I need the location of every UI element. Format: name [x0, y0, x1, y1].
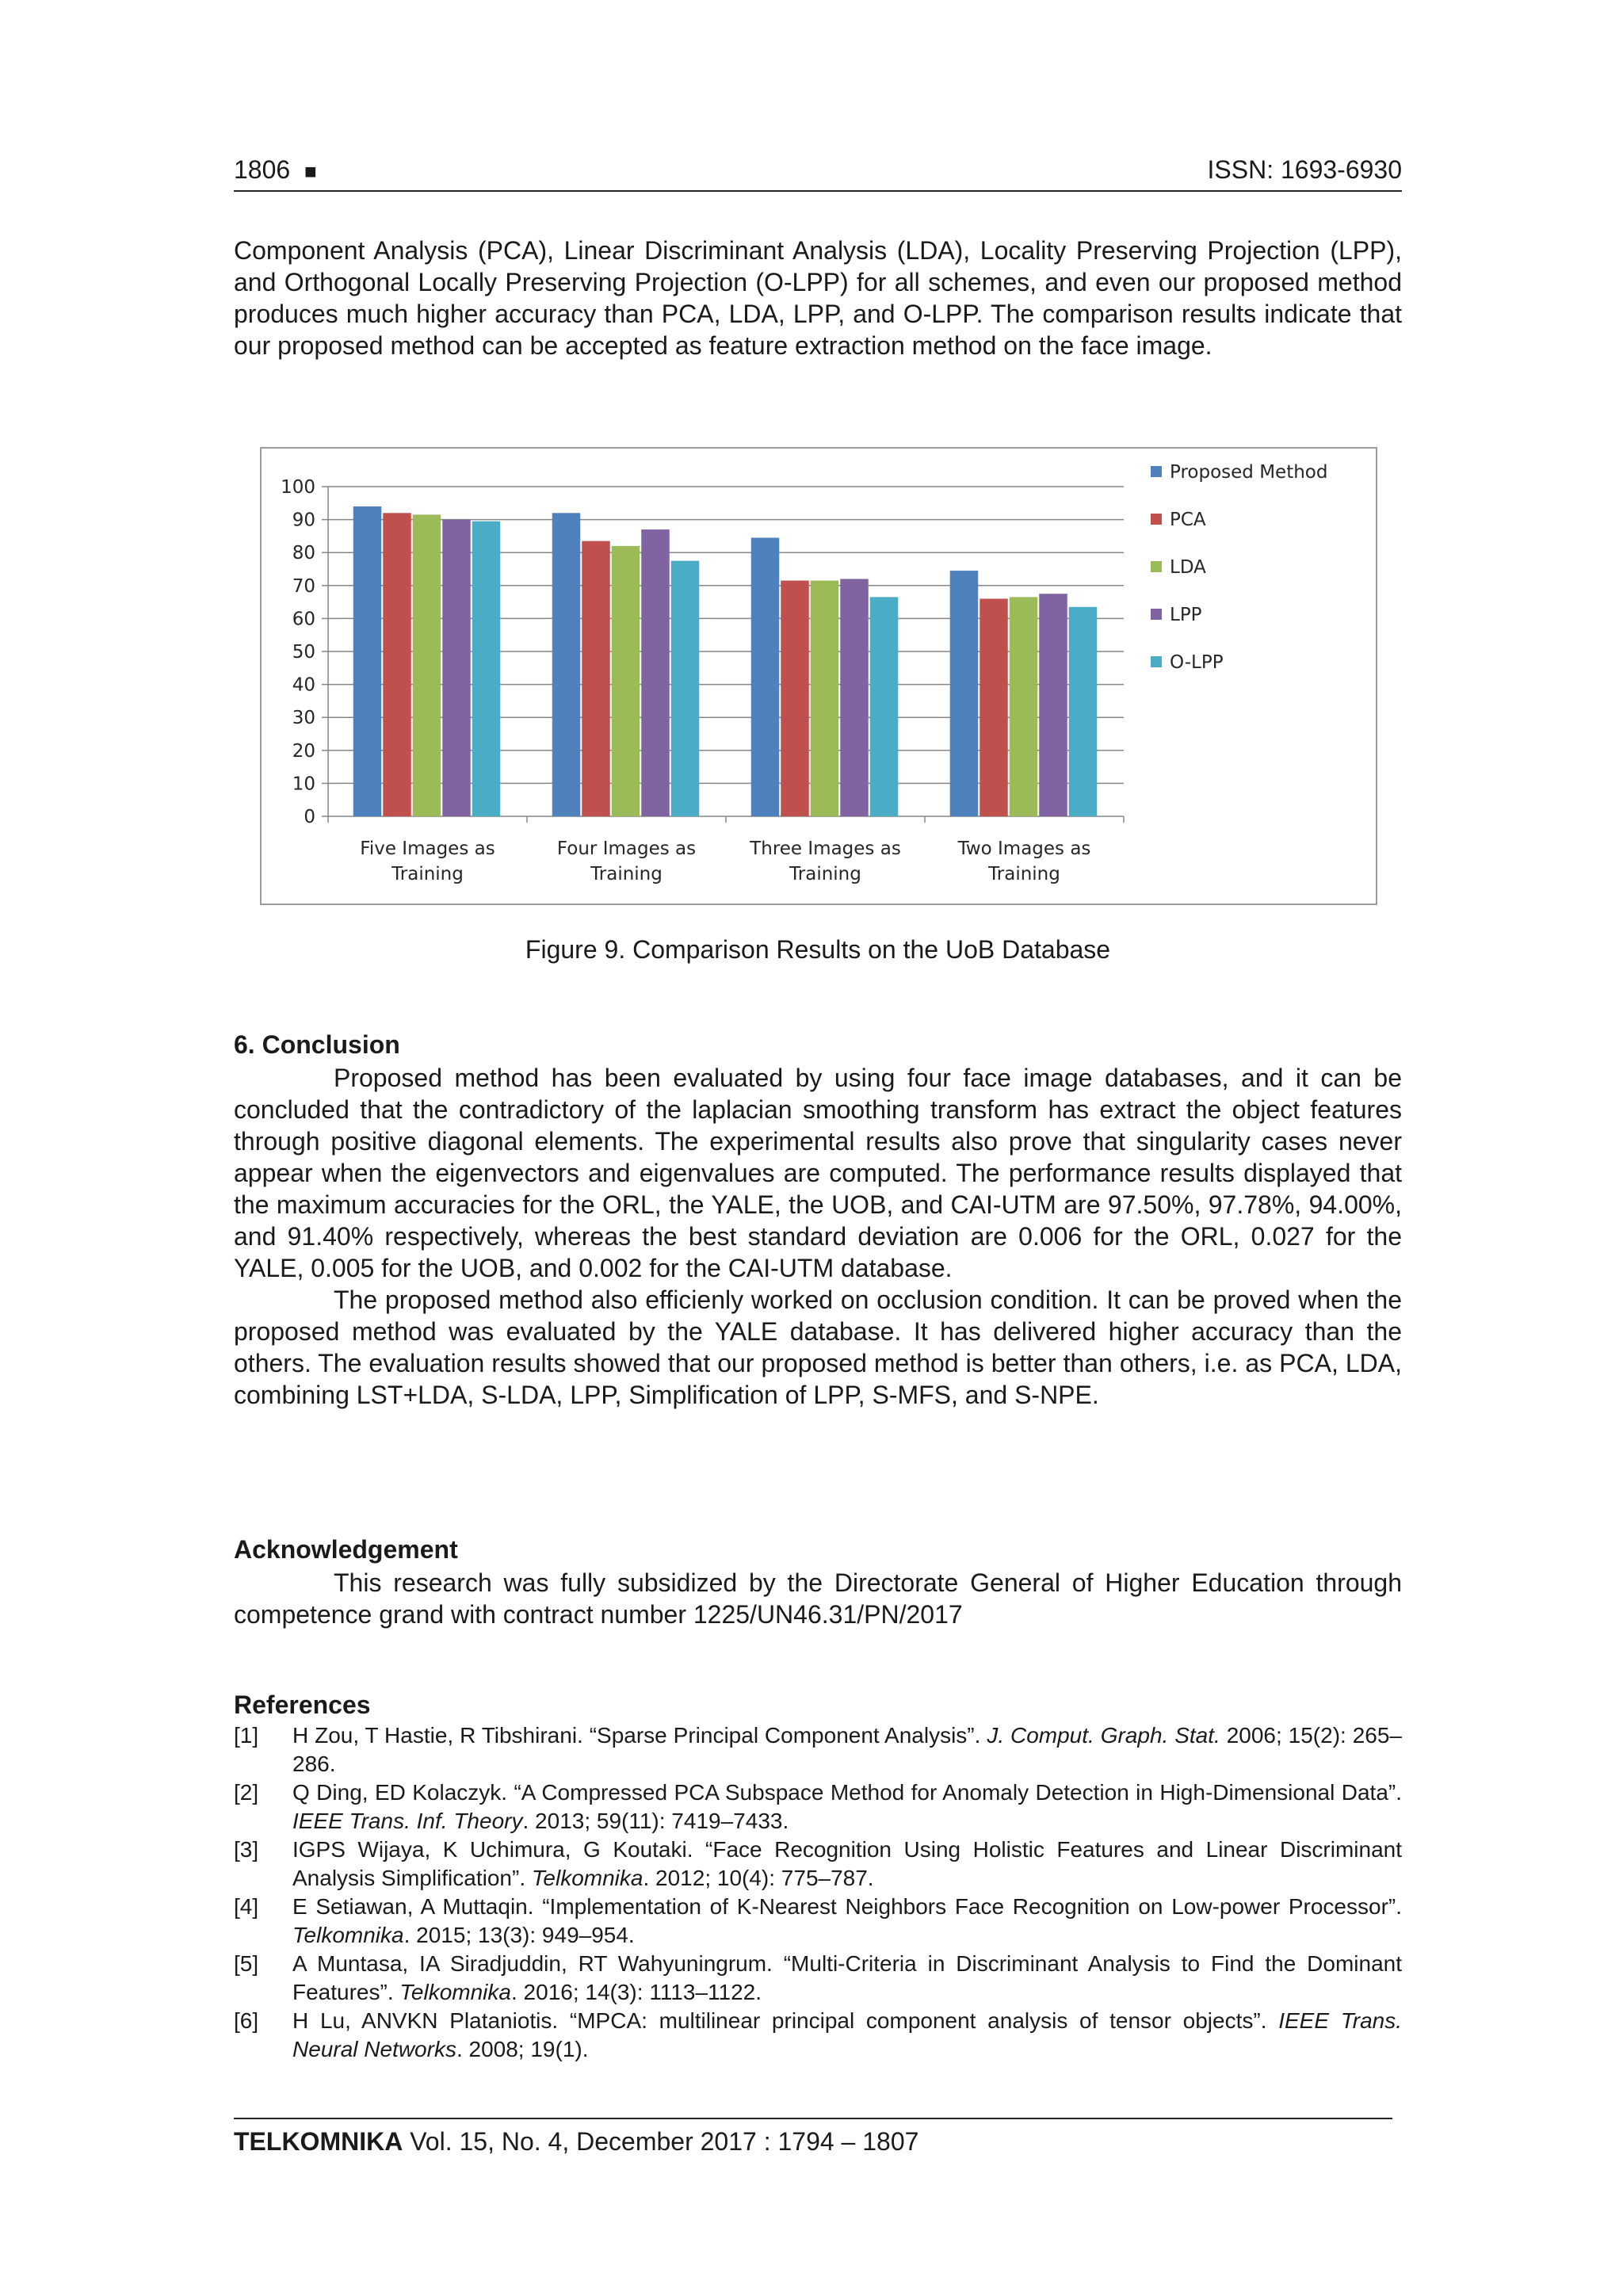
- reference-journal: Telkomnika: [531, 1866, 643, 1890]
- reference-journal: IEEE Trans. Inf. Theory: [292, 1809, 523, 1833]
- legend-swatch: [1151, 466, 1162, 477]
- reference-number: [4]: [234, 1894, 259, 1919]
- header-issn: ISSN: 1693-6930: [1207, 155, 1402, 184]
- reference-list: [234, 1721, 1402, 2064]
- x-category-label: Training: [789, 864, 861, 884]
- y-tick-label: 40: [292, 674, 315, 696]
- reference-item: [234, 2007, 1402, 2064]
- bar-pca: [980, 598, 1008, 816]
- y-tick-label: 10: [292, 774, 315, 795]
- legend-swatch: [1151, 656, 1162, 667]
- reference-text: Q Ding, ED Kolaczyk. “A Compressed PCA Subspace Method for Anomaly Detection in High-Dimensional Data”. IEEE Trans. Inf. Theory. 2013; 59(11): 7419–7433.: [292, 1780, 1402, 1833]
- bar-chart: [262, 449, 1376, 904]
- intro-paragraph: Component Analysis (PCA), Linear Discriminant Analysis (LDA), Locality Preserving Projection (LPP), and Orthogonal Locally Preserving Projection (O-LPP) for all schemes, and even our proposed method produces much higher accuracy than PCA, LDA, LPP, and O-LPP. The comparison results indicate that our proposed method can be accepted as feature extraction method on the face image.: [234, 236, 1402, 360]
- y-tick-label: 20: [292, 740, 315, 762]
- x-category-label: Four Images as: [556, 839, 697, 859]
- conclusion-body: [234, 1062, 1402, 1411]
- bar-lda: [413, 514, 441, 816]
- bar-lda: [612, 546, 640, 816]
- reference-number: [2]: [234, 1780, 259, 1805]
- bar-lda: [811, 581, 839, 816]
- reference-journal: Telkomnika: [399, 1980, 511, 2004]
- y-tick-label: 60: [292, 609, 315, 630]
- bar-o-lpp: [671, 561, 700, 816]
- running-footer: [234, 2118, 1392, 2157]
- bar-lda: [1010, 597, 1038, 816]
- bar-lpp: [1039, 594, 1067, 816]
- x-category-label: Training: [988, 864, 1060, 884]
- legend-label: LPP: [1170, 605, 1202, 625]
- y-tick-label: 100: [281, 477, 315, 498]
- bar-pca: [383, 513, 411, 816]
- reference-text: A Muntasa, IA Siradjuddin, RT Wahyuningrum. “Multi-Criteria in Discriminant Analysis to Find the Dominant Features”. Telkomnika. 2016; 14(3): 1113–1122.: [292, 1951, 1402, 2004]
- x-category-label: Training: [391, 864, 464, 884]
- y-tick-label: 70: [292, 575, 315, 597]
- conclusion-paragraph-2: The proposed method also efficienly worked on occlusion condition. It can be proved when the proposed method was evaluated by the YALE database. It has delivered higher accuracy than the others. The evaluation results showed that our proposed method is better than others, i.e. as PCA, LDA, combining LST+LDA, S-LDA, LPP, Simplification of LPP, S-MFS, and S-NPE.: [234, 1286, 1402, 1409]
- legend-label: LDA: [1170, 557, 1206, 578]
- reference-text: H Lu, ANVKN Plataniotis. “MPCA: multilinear principal component analysis of tensor objects”. IEEE Trans. Neural Networks. 2008; 19(1).: [292, 2008, 1402, 2061]
- reference-journal: J. Comput. Graph. Stat.: [987, 1723, 1220, 1748]
- reference-item: [234, 1778, 1402, 1836]
- bar-o-lpp: [472, 521, 501, 816]
- y-tick-label: 80: [292, 543, 315, 564]
- conclusion-paragraph-1: Proposed method has been evaluated by using four face image databases, and it can be concluded that the contradictory of the laplacian smoothing transform has extract the object features through positive diagonal elements. The experimental results also prove that singularity cases never appear when the eigenvectors and eigenvalues are computed. The performance results displayed that the maximum accuracies for the ORL, the YALE, the UOB, and CAI-UTM are 97.50%, 97.78%, 94.00%, and 91.40% respectively, whereas the best standard deviation are 0.006 for the ORL, 0.027 for the YALE, 0.005 for the UOB, and 0.002 for the CAI-UTM database.: [234, 1064, 1402, 1282]
- figure-caption: Figure 9. Comparison Results on the UoB Database: [525, 935, 1111, 964]
- bar-lpp: [641, 529, 670, 816]
- legend-swatch: [1151, 609, 1162, 620]
- figure-9-chart: [260, 447, 1377, 905]
- bar-o-lpp: [1069, 607, 1098, 816]
- reference-number: [3]: [234, 1837, 259, 1862]
- reference-number: [5]: [234, 1951, 259, 1976]
- reference-text: IGPS Wijaya, K Uchimura, G Koutaki. “Face Recognition Using Holistic Features and Linear Discriminant Analysis Simplification”. Telkomnika. 2012; 10(4): 775–787.: [292, 1837, 1402, 1890]
- conclusion-heading: 6. Conclusion: [234, 1030, 400, 1059]
- reference-number: [6]: [234, 2008, 259, 2033]
- acknowledgement-text: This research was fully subsidized by the Directorate General of Higher Education through competence grand with contract number 1225/UN46.31/PN/2017: [234, 1568, 1402, 1629]
- reference-journal: IEEE Trans. Neural Networks: [292, 2008, 1402, 2061]
- y-tick-label: 90: [292, 510, 315, 531]
- y-tick-label: 0: [304, 807, 315, 827]
- x-category-label: Five Images as: [360, 839, 495, 859]
- reference-number: [1]: [234, 1723, 259, 1748]
- bar-proposed-method: [950, 571, 979, 816]
- reference-item: [234, 1721, 1402, 1778]
- x-category-label: Two Images as: [957, 839, 1091, 859]
- y-tick-label: 50: [292, 642, 315, 663]
- legend-swatch: [1151, 514, 1162, 525]
- bar-proposed-method: [751, 537, 780, 816]
- bar-proposed-method: [552, 513, 581, 816]
- legend-label: Proposed Method: [1170, 462, 1328, 483]
- references-heading: References: [234, 1690, 371, 1719]
- footer-journal: TELKOMNIKA: [234, 2127, 403, 2156]
- x-category-label: Three Images as: [750, 839, 901, 859]
- reference-item: [234, 1836, 1402, 1893]
- acknowledgement-heading: Acknowledgement: [234, 1535, 458, 1564]
- x-category-label: Training: [590, 864, 663, 884]
- bar-lpp: [840, 579, 869, 816]
- bar-proposed-method: [353, 506, 382, 816]
- acknowledgement-body: [234, 1567, 1402, 1630]
- reference-text: E Setiawan, A Muttaqin. “Implementation of K-Nearest Neighbors Face Recognition on Low-power Processor”. Telkomnika. 2015; 13(3): 949–954.: [292, 1894, 1402, 1947]
- bar-pca: [781, 581, 809, 816]
- bar-pca: [582, 541, 610, 816]
- running-header: [234, 155, 1402, 192]
- reference-item: [234, 1893, 1402, 1950]
- reference-text: H Zou, T Hastie, R Tibshirani. “Sparse Principal Component Analysis”. J. Comput. Graph. Stat. 2006; 15(2): 265–286.: [292, 1723, 1402, 1776]
- legend-label: PCA: [1170, 510, 1206, 530]
- bar-lpp: [442, 520, 471, 816]
- footer-details: Vol. 15, No. 4, December 2017 : 1794 – 1807: [403, 2127, 919, 2156]
- bar-o-lpp: [870, 597, 899, 816]
- legend-swatch: [1151, 561, 1162, 572]
- reference-item: [234, 1950, 1402, 2007]
- reference-journal: Telkomnika: [292, 1923, 404, 1947]
- legend-label: O-LPP: [1170, 652, 1224, 673]
- header-page-number: 1806 ■: [234, 155, 317, 184]
- y-tick-label: 30: [292, 708, 315, 729]
